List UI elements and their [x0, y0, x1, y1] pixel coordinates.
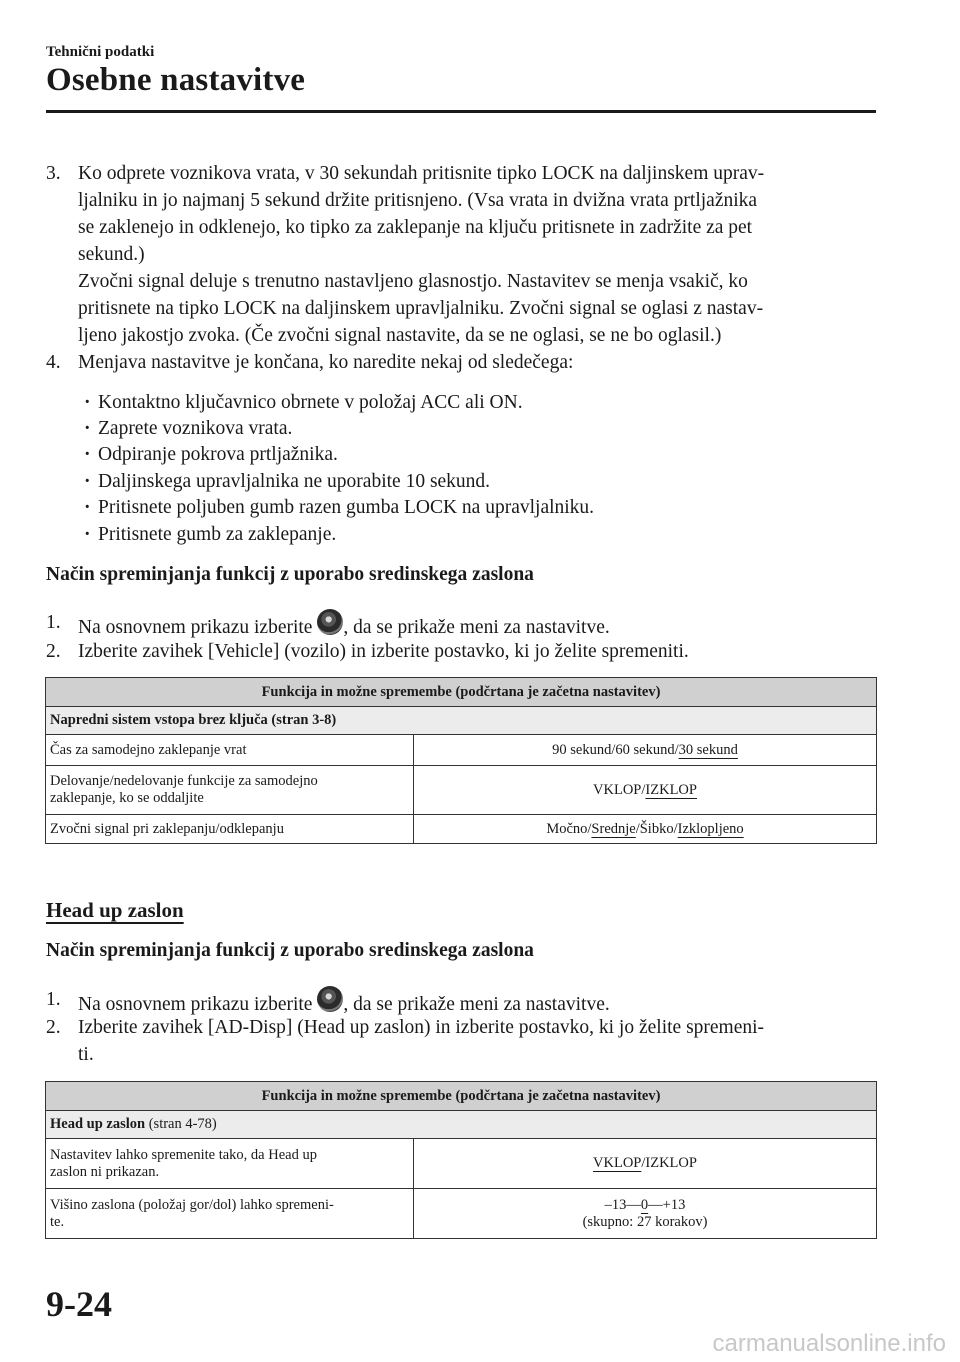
list-item: · Odpiranje pokrova prtljažnika. — [84, 444, 338, 465]
step-line: Menjava nastavitve je končana, ko naredite nekaj od sledečega: — [78, 352, 574, 373]
subheading: Način spreminjanja funkcij z uporabo sredinskega zaslona — [46, 564, 534, 585]
page-number: 9-24 — [46, 1284, 112, 1324]
step-line: pritisnete na tipko LOCK na daljinskem upravljalniku. Zvočni signal se oglasi z nastav- — [78, 298, 764, 319]
table-cell-value — [414, 1139, 877, 1189]
list-item-text: Pritisnete poljuben gumb razen gumba LOCK na upravljalniku. — [98, 497, 595, 518]
settings-gear-icon — [317, 986, 343, 1012]
default-value: VKLOP — [593, 1155, 642, 1171]
value-part: 90 sekund/60 sekund/ — [552, 741, 679, 758]
table-cell-value — [414, 1189, 877, 1239]
table-cell-value — [414, 815, 877, 844]
list-item-text: Daljinskega upravljalnika ne uporabite 10 sekund. — [98, 471, 491, 492]
step-number: 3. — [46, 163, 61, 184]
table-header-row — [46, 678, 877, 707]
step-2 — [46, 638, 876, 665]
value-part: VKLOP/ — [593, 781, 646, 798]
table-cell-label — [46, 766, 414, 815]
table-row — [46, 1189, 877, 1239]
step-number: 2. — [46, 1017, 61, 1038]
table-header: Funkcija in možne spremembe (podčrtana je začetna nastavitev) — [46, 1082, 877, 1111]
step-text: , da se prikaže meni za nastavitve. — [343, 994, 610, 1015]
table-row — [46, 1139, 877, 1189]
step-number: 1. — [46, 612, 61, 633]
table-row — [46, 766, 877, 815]
watermark: carmanualsonline.info — [712, 1330, 946, 1357]
table-cell-label — [46, 1189, 414, 1239]
table-group-row — [46, 707, 877, 735]
default-value: 0 — [640, 1196, 649, 1213]
list-item-text: Pritisnete gumb za zaklepanje. — [98, 524, 337, 545]
step-text: , da se prikaže meni za nastavitve. — [343, 617, 610, 638]
table-header-row — [46, 1082, 877, 1111]
step-number: 2. — [46, 641, 61, 662]
step-2 — [46, 1014, 876, 1068]
value-part: ―+13 — [648, 1196, 686, 1213]
group-page-ref: (stran 4-78) — [145, 1116, 217, 1132]
section-label: Tehnični podatki — [46, 44, 155, 60]
label-line: Delovanje/nedelovanje funkcije za samodejno — [50, 773, 318, 789]
table-cell-value — [414, 735, 877, 766]
group-title-bold: Head up zaslon — [50, 1116, 146, 1132]
list-item-text: Kontaktno ključavnico obrnete v položaj ACC ali ON. — [98, 392, 523, 413]
label-line: te. — [50, 1213, 65, 1230]
title-divider — [46, 110, 876, 113]
table-header: Funkcija in možne spremembe (podčrtana je začetna nastavitev) — [46, 678, 877, 707]
list-item: · Pritisnete gumb za zaklepanje. — [84, 524, 337, 545]
default-value: 30 sekund — [678, 741, 738, 758]
default-value: IZKLOP — [645, 781, 697, 798]
label-line: zaklepanje, ko se oddaljite — [50, 790, 204, 806]
step-line: sekund.) — [78, 244, 145, 265]
value-part: Močno/ — [546, 820, 592, 837]
step-line: ljeno jakostjo zvoka. (Če zvočni signal nastavite, da se ne oglasi, se ne bo oglasil.) — [78, 325, 722, 346]
subheading: Način spreminjanja funkcij z uporabo sredinskega zaslona — [46, 940, 534, 961]
default-value: Srednje — [591, 820, 636, 837]
list-item: · Zaprete voznikova vrata. — [84, 418, 293, 439]
table-group-row — [46, 1111, 877, 1139]
list-item-text: Zaprete voznikova vrata. — [98, 418, 293, 439]
value-part: /IZKLOP — [641, 1155, 697, 1171]
table-cell-label: Čas za samodejno zaklepanje vrat — [46, 735, 414, 766]
settings-table-head-up — [45, 1081, 877, 1239]
section-heading: Head up zaslon — [46, 898, 184, 922]
value-part: –13― — [604, 1196, 641, 1213]
table-row — [46, 815, 877, 844]
list-item-text: Odpiranje pokrova prtljažnika. — [98, 444, 338, 465]
label-line: zaslon ni prikazan. — [50, 1163, 160, 1180]
step-line: se zaklenejo in odklenejo, ko tipko za zaklepanje na ključu pritisnete in zadržite za pet — [78, 217, 753, 238]
step-3 — [46, 160, 876, 349]
step-line: ljalniku in jo najmanj 5 sekund držite pritisnjeno. (Vsa vrata in dvižna vrata prtljažnika — [78, 190, 758, 211]
step-text: Na osnovnem prikazu izberite — [78, 994, 318, 1015]
list-item: · Daljinskega upravljalnika ne uporabite 10 sekund. — [84, 471, 491, 492]
step-number: 4. — [46, 352, 61, 373]
settings-gear-icon — [317, 609, 343, 635]
step-line: Izberite zavihek [AD-Disp] (Head up zaslon) in izberite postavko, ki jo želite spremeni- — [78, 1017, 765, 1038]
step-number: 1. — [46, 989, 61, 1010]
value-note: (skupno: 27 korakov) — [582, 1213, 708, 1230]
label-line: Nastavitev lahko spremenite tako, da Head up — [50, 1146, 317, 1163]
table-cell-value — [414, 766, 877, 815]
page-title: Osebne nastavitve — [46, 62, 306, 98]
table-cell-label: Zvočni signal pri zaklepanju/odklepanju — [46, 815, 414, 844]
step-text: Izberite zavihek [Vehicle] (vozilo) in izberite postavko, ki jo želite spremeniti. — [78, 641, 689, 662]
settings-table-vehicle — [45, 677, 877, 844]
step-4 — [46, 349, 876, 376]
step-1 — [46, 609, 876, 641]
list-item: · Pritisnete poljuben gumb razen gumba LOCK na upravljalniku. — [84, 497, 595, 518]
step-line: Ko odprete voznikova vrata, v 30 sekundah pritisnite tipko LOCK na daljinskem uprav- — [78, 163, 765, 184]
table-group-title — [46, 1111, 877, 1139]
table-row — [46, 735, 877, 766]
step-text: Na osnovnem prikazu izberite — [78, 617, 318, 638]
step-line: Zvočni signal deluje s trenutno nastavljeno glasnostjo. Nastavitev se menja vsakič, ko — [78, 271, 748, 292]
step-line: ti. — [78, 1044, 94, 1065]
table-group-title: Napredni sistem vstopa brez ključa (stran 3-8) — [46, 707, 877, 735]
default-value: Izklopljeno — [677, 820, 744, 837]
list-item: · Kontaktno ključavnico obrnete v položaj ACC ali ON. — [84, 392, 523, 413]
table-cell-label — [46, 1139, 414, 1189]
label-line: Višino zaslona (položaj gor/dol) lahko spremeni- — [50, 1196, 334, 1213]
value-part: /Šibko/ — [635, 820, 678, 837]
